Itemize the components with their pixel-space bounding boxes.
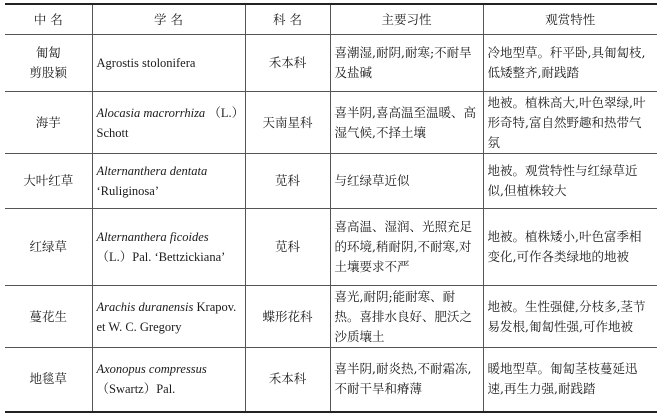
family-cell: 苋科 [245,209,330,286]
header-scientific-name: 学 名 [92,4,245,35]
header-ornamental: 观赏特性 [483,4,657,35]
habit-cell: 喜半阴,喜高温至温暖、高湿气候,不择土壤 [330,92,483,154]
scientific-name-author: Krapov. et W. C. Gregory [96,299,237,334]
family-cell: 禾本科 [245,35,330,92]
habit-cell: 喜潮湿,耐阴,耐寒;不耐旱及盐碱 [330,35,483,92]
table-row [5,286,657,348]
ornamental-cell: 暖地型草。匍匐茎枝蔓延迅速,再生力强,耐践踏 [483,348,657,412]
chinese-name-cell [5,35,92,92]
table-row [5,92,657,154]
scientific-name-cultivar: ‘Ruliginosa’ [96,184,159,198]
chinese-name: 匍匐 [35,45,61,60]
family-cell: 禾本科 [245,348,330,412]
habit-cell: 喜光,耐阴;能耐寒、耐热。喜排水良好、肥沃之沙质壤土 [330,286,483,348]
scientific-name-author: （L.）Pal. ‘Bettzickiana’ [96,250,226,264]
scientific-name-cell [92,92,245,154]
scientific-name-italic: Axonopus compressus [96,362,207,377]
table-row [5,35,657,92]
plant-table [5,3,657,413]
scientific-name: Agrostis stolonifera [96,56,196,70]
scientific-name-cell [92,286,245,348]
family-cell: 蝶形花科 [245,286,330,348]
table-row [5,154,657,209]
scientific-name-cell [92,209,245,286]
chinese-name-cell: 蔓花生 [5,286,92,348]
header-row [5,4,657,35]
chinese-name-cell: 海芋 [5,92,92,154]
habit-cell: 喜高温、湿润、光照充足的环境,稍耐阴,不耐寒,对土壤要求不严 [330,209,483,286]
ornamental-cell: 地被。植株矮小,叶色富季相变化,可作各类绿地的地被 [483,209,657,286]
scientific-name-italic: Alocasia macrorrhiza [96,105,206,120]
chinese-name-cell: 地毯草 [5,348,92,412]
chinese-name-line2: 剪股颖 [29,65,67,80]
ornamental-cell: 地被。生性强健,分枝多,茎节易发根,匍匐性强,可作地被 [483,286,657,348]
ornamental-cell: 地被。植株高大,叶色翠绿,叶形奇特,富自然野趣和热带气氛 [483,92,657,154]
family-cell: 天南星科 [245,92,330,154]
scientific-name-author: （Swartz）Pal. [96,382,176,397]
header-family: 科 名 [245,4,330,35]
ornamental-cell: 地被。观赏特性与红绿草近似,但植株较大 [483,154,657,209]
header-chinese-name: 中 名 [5,4,92,35]
table-row [5,209,657,286]
habit-cell: 喜半阴,耐炎热,不耐霜冻,不耐干旱和瘠薄 [330,348,483,412]
scientific-name-cell [92,348,245,412]
scientific-name-italic: Alternanthera ficoides [96,230,209,244]
scientific-name-italic: Alternanthera dentata [96,164,208,178]
header-habit: 主要习性 [330,4,483,35]
ornamental-cell: 冷地型草。秆平卧,具匍匐枝,低矮整齐,耐践踏 [483,35,657,92]
scientific-name-cell [92,154,245,209]
family-cell: 苋科 [245,154,330,209]
scientific-name-cell [92,35,245,92]
chinese-name-cell: 红绿草 [5,209,92,286]
chinese-name-cell: 大叶红草 [5,154,92,209]
scientific-name-italic: Arachis duranensis [96,299,194,314]
table-row [5,348,657,412]
habit-cell: 与红绿草近似 [330,154,483,209]
scientific-name-author: （L.）Schott [96,105,238,140]
